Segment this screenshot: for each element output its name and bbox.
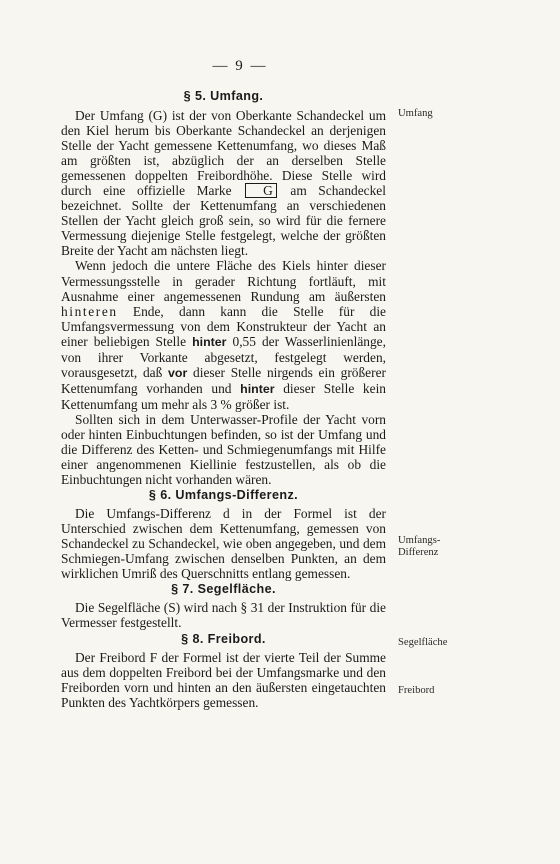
s5-p2-text-f: größer ist. — [235, 396, 290, 412]
margin-note-umfang: Umfang — [398, 108, 433, 119]
s5-p2-text-c: 0,55 der Wasserlinienlänge, von ihrer Vorkante abgesetzt, festgelegt werden, vorausgesetzt, daß — [61, 333, 386, 380]
s5-p1-text-b: am Schandeckel bezeichnet. Sollte der Kettenumfang an verschiedenen Stellen der Yacht gleich groß sein, so wird für die fernere Vermessung diejenige Stelle festgelegt, welche der größten Breite der Yacht am nächsten liegt. — [61, 183, 386, 259]
s5-p2-text-e: dieser Stelle kein Kettenumfang um mehr als 3 % — [61, 380, 386, 412]
main-text — [61, 89, 386, 710]
section-5-heading: § 5. Umfang. — [183, 89, 264, 103]
s5-p2-text-a: Wenn jedoch die untere Fläche des Kiels hinter dieser Vermessungsstelle in gerader Richtung fortläuft, mit Ausnahme einer angemessenen Rundung am äußersten — [61, 258, 386, 304]
s5-p2-bold-hinter-2: hinter — [240, 381, 275, 396]
section-7-paragraph-1: Die Segelfläche (S) wird nach § 31 der Instruktion für die Vermesser festgestellt. — [61, 600, 386, 631]
section-7-heading: § 7. Segelfläche. — [171, 582, 276, 597]
section-8-paragraph-1: Der Freibord F der Formel ist der vierte Teil der Summe aus dem doppelten Freibord bei der Umfangsmarke und den Freiborden vorn und hinten an den äußersten eingetauchten Punkten des Yachtkörpers gemessen. — [61, 649, 386, 710]
s5-p1-text-a: Der Umfang (G) ist der von Oberkante Schandeckel um den Kiel herum bis Oberkante Schandeckel an derjenigen Stelle der Yacht gemessene Kettenumfang, wo dieses Maß am größten ist, abzüglich der an derselben Stelle gemessenen doppelten Freibordhöhe. Diese Stelle wird durch eine offizielle Marke — [61, 108, 386, 199]
section-8-heading: § 8. Freibord. — [181, 631, 266, 646]
s5-p2-bold-vor: vor — [168, 365, 188, 380]
s5-p2-spaced-word: hinteren — [61, 303, 118, 319]
margin-note-segelflaeche: Segelfläche — [398, 637, 448, 648]
s5-p2-text-d: dieser Stelle nirgends ein größerer Kettenumfang vorhanden und — [61, 364, 386, 396]
page-number: — 9 — — [212, 58, 268, 74]
margin-note-freibord: Freibord — [398, 685, 435, 696]
umfang-mark-box: G — [245, 183, 277, 198]
s5-p2-text-b: Ende, dann kann die Stelle für die Umfangsvermessung von dem Konstrukteur der Yacht an einer beliebigen Stelle — [61, 303, 386, 349]
section-5-paragraph-2 — [61, 258, 386, 411]
s5-p2-bold-hinter-1: hinter — [192, 334, 227, 349]
margin-note-umfangs-differenz: Umfangs-Differenz — [398, 535, 441, 558]
section-5-paragraph-3: Sollten sich in dem Unterwasser-Profile der Yacht vorn oder hinten Einbuchtungen befinden, so ist der Umfang und die Differenz des Ketten- und Schmiegenumfangs mit Hilfe einer angenommenen Kiellinie festzustellen, als ob die Einbuchtungen nicht vorhanden wären. — [61, 411, 386, 488]
section-6-heading: § 6. Umfangs-Differenz. — [148, 488, 299, 503]
section-5-paragraph-1 — [61, 108, 386, 258]
section-6-paragraph-1: Die Umfangs-Differenz d in der Formel ist der Unterschied zwischen dem Kettenumfang, gemessen von Schandeckel zu Schandeckel, wie oben angegeben, und dem Schmiegen-Umfang zwischen denselben Punkten, an dem wirklichen Umriß des Querschnitts entlang gemessen. — [61, 506, 386, 582]
